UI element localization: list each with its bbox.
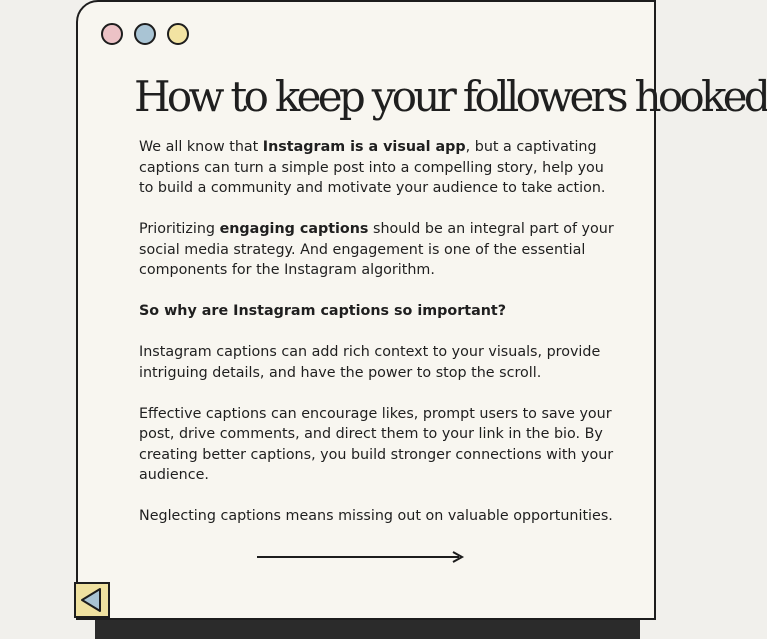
article-body — [139, 137, 619, 547]
strategy-paragraph — [139, 219, 619, 281]
arrow-right-icon[interactable] — [257, 549, 467, 565]
intro-text-end: , but a captivating captions can turn a simple post into a compelling story, help you to build a community and motivate your audience to take action. — [139, 139, 606, 196]
effective-captions-paragraph: Effective captions can encourage likes, prompt users to save your post, drive comments, and direct them to your link in the bio. By creating better captions, you build stronger connections with your audience. — [139, 405, 614, 483]
intro-bold-text: Instagram is a visual app — [262, 139, 466, 155]
page-title: How to keep your followers hooked — [134, 72, 767, 121]
minimize-dot-icon[interactable] — [134, 23, 156, 45]
intro-text-start: We all know that — [139, 139, 263, 155]
maximize-dot-icon[interactable] — [167, 23, 189, 45]
strategy-bold-text: engaging captions — [219, 221, 369, 237]
closing-paragraph: Neglecting captions means missing out on valuable opportunities. — [139, 508, 613, 524]
context-paragraph: Instagram captions can add rich context to your visuals, provide intriguing details, and have the power to stop the scroll. — [139, 344, 601, 381]
intro-paragraph — [139, 137, 619, 199]
close-dot-icon[interactable] — [101, 23, 123, 45]
previous-button[interactable] — [74, 582, 110, 618]
triangle-left-icon — [76, 584, 108, 616]
section-heading-text: So why are Instagram captions so important? — [139, 303, 507, 319]
section-heading — [139, 301, 619, 322]
strategy-text-start: Prioritizing — [139, 221, 220, 237]
bottom-bar — [95, 620, 640, 639]
strategy-text-end: should be an integral part of your social media strategy. And engagement is one of the essential components for the Instagram algorithm. — [139, 221, 614, 278]
